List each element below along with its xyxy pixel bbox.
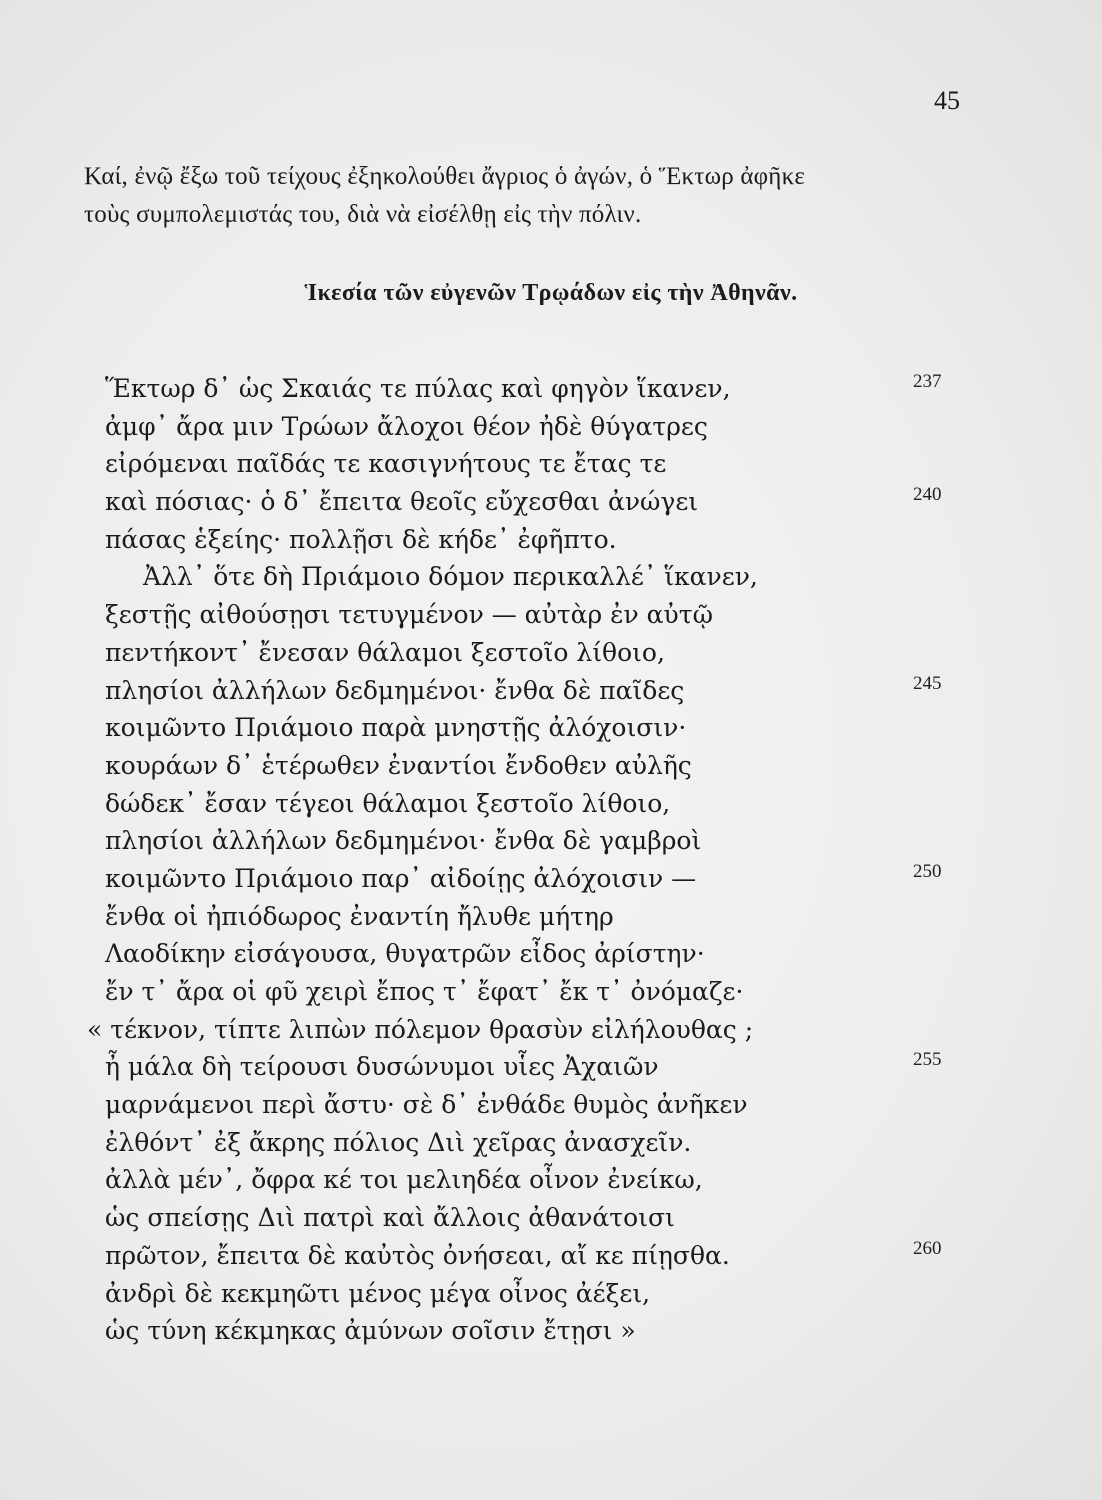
verse-line (105, 822, 985, 860)
verse-text: Ἕκτωρ δ᾽ ὡς Σκαιάς τε πύλας καὶ φηγὸν ἵκανεν, (105, 374, 731, 403)
intro-line: τοὺς συμπολεμιστάς του, διὰ νὰ εἰσέλθῃ εἰς τὴν πόλιν. (84, 201, 642, 228)
verse-line (105, 709, 985, 747)
verse-text: πεντήκοντ᾽ ἔνεσαν θάλαμοι ξεστοῖο λίθοιο, (105, 637, 665, 667)
line-number: 245 (913, 672, 942, 694)
intro-paragraph (84, 158, 964, 234)
section-heading: Ἱκεσία τῶν εὐγενῶν Τρῳάδων εἰς τὴν Ἀθηνᾶν. (304, 280, 798, 306)
verse-line (105, 521, 985, 559)
intro-line: Καί, ἐνῷ ἔξω τοῦ τείχους ἐξηκολούθει ἄγριος ὁ ἀγών, ὁ Ἕκτωρ ἀφῆκε (84, 163, 806, 190)
verse-text: Ἀλλ᾽ ὅτε δὴ Πριάμοιο δόμον περικαλλέ᾽ ἵκανεν, (143, 562, 758, 592)
verse-text: πάσας ἑξείης· πολλῇσι δὲ κήδε᾽ ἐφῆπτο. (105, 524, 617, 554)
verse-text: ἀμφ᾽ ἄρα μιν Τρώων ἄλοχοι θέον ἠδὲ θύγατρες (105, 411, 708, 441)
verse-line (105, 1275, 985, 1313)
verse-text: ἔν τ᾽ ἄρα οἱ φῦ χειρὶ ἔπος τ᾽ ἔφατ᾽ ἔκ τ᾽ ὀνόμαζε· (105, 977, 744, 1006)
verse-text: ἦ μάλα δὴ τείρουσι δυσώνυμοι υἷες Ἀχαιῶν (105, 1052, 659, 1082)
verse-line (105, 1124, 985, 1162)
verse-line (105, 747, 985, 785)
verse-line (105, 860, 985, 898)
verse-line (105, 898, 985, 936)
verse-line (105, 785, 985, 823)
verse-line (105, 1048, 985, 1086)
verse-line (87, 1011, 985, 1049)
verse-text: κοιμῶντο Πριάμοιο παρὰ μνηστῇς ἀλόχοισιν· (105, 713, 687, 743)
verse-text: πλησίοι ἀλλήλων δεδμημένοι· ἔνθα δὲ παῖδες (105, 675, 685, 705)
verse-line (105, 408, 985, 446)
line-number: 255 (913, 1049, 942, 1071)
verse-text: εἰρόμεναι παῖδάς τε κασιγνήτους τε ἔτας τε (105, 449, 667, 479)
verse-line (105, 1237, 985, 1275)
verse-line (105, 558, 985, 596)
verse-text: ὡς τύνη κέκμηκας ἀμύνων σοῖσιν ἔτῃσι » (105, 1316, 636, 1346)
verse-line (105, 370, 985, 408)
verse-line (105, 483, 985, 521)
verse-line (105, 596, 985, 634)
verse-text: δώδεκ᾽ ἔσαν τέγεοι θάλαμοι ξεστοῖο λίθοιο, (105, 788, 671, 818)
verse-text: ἐλθόντ᾽ ἐξ ἄκρης πόλιος Διὶ χεῖρας ἀνασχεῖν. (105, 1127, 692, 1157)
verse-line (105, 634, 985, 672)
line-number: 240 (913, 484, 942, 506)
verse-line (105, 935, 985, 973)
line-number: 260 (913, 1237, 942, 1259)
verse-line (105, 1312, 985, 1350)
verse-text: ἔνθα οἱ ἠπιόδωρος ἐναντίη ἤλυθε μήτηρ (105, 901, 614, 931)
verse-line (105, 1086, 985, 1124)
verse-text: Λαοδίκην εἰσάγουσα, θυγατρῶν εἶδος ἀρίστην· (105, 939, 705, 969)
verse-line (105, 1199, 985, 1237)
verse-text: κουράων δ᾽ ἑτέρωθεν ἐναντίοι ἔνδοθεν αὐλῆς (105, 750, 692, 780)
verse-text: καὶ πόσιας· ὁ δ᾽ ἔπειτα θεοῖς εὔχεσθαι ἀνώγει (105, 487, 699, 517)
verse-text: ἀνδρὶ δὲ κεκμηῶτι μένος μέγα οἶνος ἀέξει, (105, 1278, 651, 1308)
verse-line (105, 1161, 985, 1199)
line-number: 250 (913, 860, 942, 882)
page-number: 45 (934, 86, 960, 115)
verse-text: « τέκνον, τίπτε λιπὼν πόλεμον θρασὺν εἰλήλουθας ; (87, 1014, 754, 1044)
verse-text: ἀλλὰ μέν᾽, ὄφρα κέ τοι μελιηδέα οἶνον ἐνείκω, (105, 1165, 703, 1195)
verse-text: πλησίοι ἀλλήλων δεδμημένοι· ἔνθα δὲ γαμβροὶ (105, 826, 702, 856)
verse-text: πρῶτον, ἔπειτα δὲ καὐτὸς ὀνήσεαι, αἴ κε πίῃσθα. (105, 1240, 730, 1270)
verse-line (105, 973, 985, 1011)
verse-line (105, 672, 985, 710)
verse-text: μαρνάμενοι περὶ ἄστυ· σὲ δ᾽ ἐνθάδε θυμὸς ἀνῆκεν (105, 1090, 748, 1120)
verse-block (87, 370, 985, 1350)
verse-line (105, 445, 985, 483)
verse-text: κοιμῶντο Πριάμοιο παρ᾽ αἰδοίῃς ἀλόχοισιν — (105, 863, 697, 893)
verse-text: ὡς σπείσῃς Διὶ πατρὶ καὶ ἄλλοις ἀθανάτοισι (105, 1203, 675, 1233)
verse-text: ξεστῇς αἰθούσῃσι τετυγμένον — αὐτὰρ ἐν αὐτῷ (105, 600, 713, 630)
line-number: 237 (913, 371, 942, 392)
